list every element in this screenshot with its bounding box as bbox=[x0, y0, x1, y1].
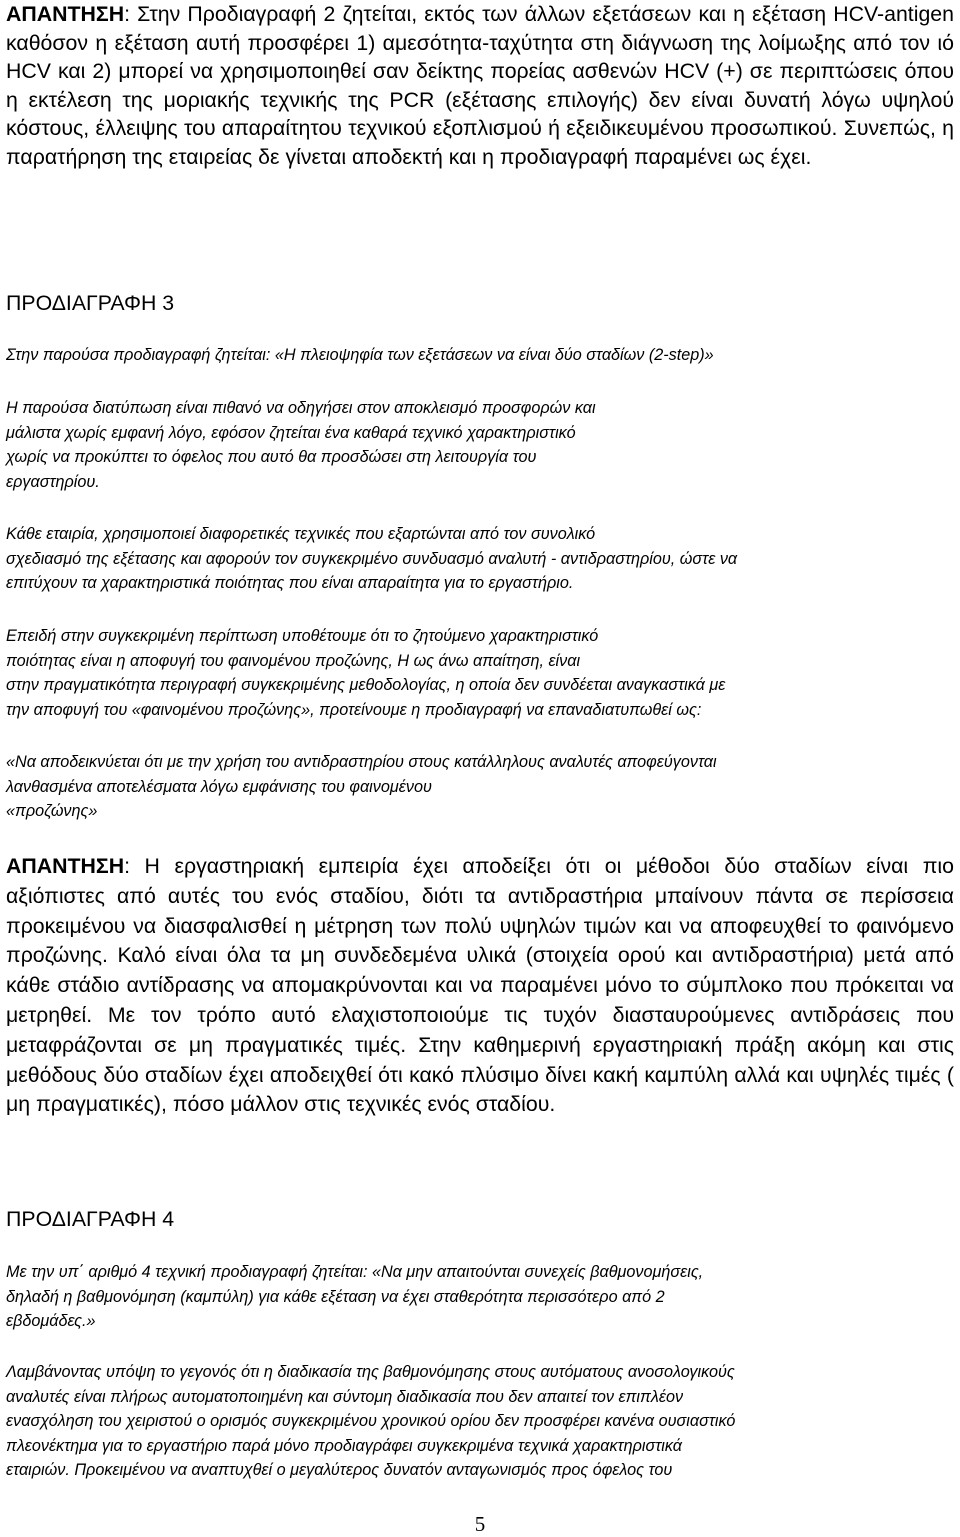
spec3-paragraph-3 bbox=[6, 624, 954, 722]
text-line: αναλυτές είναι πλήρως αυτοματοποιημένη και σύντομη διαδικασία που δεν απαιτεί τον επιπλέον bbox=[6, 1387, 684, 1406]
spec4-paragraph-2 bbox=[6, 1360, 954, 1483]
spec3-paragraph-2 bbox=[6, 522, 954, 596]
text-line: Με την υπ΄ αριθμό 4 τεχνική προδιαγραφή ζητείται: «Να μην απαιτούνται συνεχείς βαθμονομήσεις, bbox=[6, 1263, 704, 1281]
text-line: Η παρούσα διατύπωση είναι πιθανό να οδηγήσει στον αποκλεισμό προσφορών και bbox=[6, 399, 596, 417]
answer-paragraph-spec2 bbox=[6, 0, 954, 172]
text-line: εταιριών. Προκειμένου να αναπτυχθεί ο μεγαλύτερος δυνατόν ανταγωνισμός προς όφελος του bbox=[6, 1461, 673, 1480]
spec4-paragraph-1 bbox=[6, 1260, 954, 1334]
text-line: Κάθε εταιρία, χρησιμοποιεί διαφορετικές τεχνικές που εξαρτώνται από τον συνολικό bbox=[6, 525, 596, 543]
answer-text: : Στην Προδιαγραφή 2 ζητείται, εκτός των άλλων εξετάσεων και η εξέταση HCV-antigen καθόσον η εξέταση αυτή προσφέρει 1) αμεσότητα-ταχύτητα στη διάγνωση της λοίμωξης από τον ιό HCV και 2) μπορεί να χρησιμοποιηθεί σαν δείκτης πορείας ασθενών HCV (+) σε περιπτώσεις όπου η εκτέλεση της μοριακής τεχνικής της PCR (εξέτασης επιλογής) δεν είναι δυνατή λόγω υψηλού κόστους, έλλειψης του απαραίτητου τεχνικού εξοπλισμού ή εξειδικευμένου προσωπικού. bbox=[6, 2, 954, 141]
text-line: χωρίς να προκύπτει το όφελος που αυτό θα προσδώσει στη λειτουργία του bbox=[6, 448, 537, 467]
spec4-heading: ΠΡΟΔΙΑΓΡΑΦΗ 4 bbox=[6, 1207, 175, 1231]
text-line: λανθασμένα αποτελέσματα λόγω εμφάνισης του φαινομένου bbox=[6, 777, 432, 796]
spec3-paragraph-1 bbox=[6, 396, 954, 494]
answer-label: ΑΠΑΝΤΗΣΗ bbox=[6, 854, 125, 878]
spec3-quote: Στην παρούσα προδιαγραφή ζητείται: «Η πλειοψηφία των εξετάσεων να είναι δύο σταδίων (2-step)» bbox=[6, 346, 714, 364]
answer-paragraph-spec3 bbox=[6, 852, 954, 1120]
text-line: ενασχόληση του χειριστού ο ορισμός συγκεκριμένου χρονικού ορίου δεν προσφέρει κανένα ουσιαστικό bbox=[6, 1412, 736, 1431]
text-line: σχεδιασμό της εξέτασης και αφορούν τον συγκεκριμένο συνδυασμό αναλυτή - αντιδραστηρίου, ώστε να bbox=[6, 549, 738, 568]
answer-label: ΑΠΑΝΤΗΣΗ bbox=[6, 2, 125, 26]
answer-conclusion: Συνεπώς, η παρατήρηση της εταιρείας δε γίνεται αποδεκτή και η προδιαγραφή παραμένει ως έχει. bbox=[6, 116, 955, 169]
text-line: εργαστηρίου. bbox=[6, 472, 100, 491]
text-line: την αποφυγή του «φαινομένου προζώνης», προτείνουμε η προδιαγραφή να επαναδιατυπωθεί ως: bbox=[6, 700, 702, 719]
text-line: Λαμβάνοντας υπόψη το γεγονός ότι η διαδικασία της βαθμονόμησης στους αυτόματους ανοσολογικούς bbox=[6, 1363, 735, 1381]
answer-text: : Η εργαστηριακή εμπειρία έχει αποδείξει ότι οι μέθοδοι δύο σταδίων είναι πιο αξιόπιστες από αυτές του ενός σταδίου, διότι τα αντιδραστήρια μπαίνουν πάντα σε περίσσεια προκειμένου να διασφαλισθεί η μέτρηση των πολύ υψηλών τιμών και να αποφευχθεί το φαινόμενο προζώνης. Καλό είναι όλα τα μη συνδεδεμένα υλικά (στοιχεία ορού και αντιδραστήρια) μετά από κάθε στάδιο αντίδρασης να απομακρύνονται και να παραμένει μόνο το σύμπλοκο που πρόκειται να μετρηθεί. Με τον τρόπο αυτό ελαχιστοποιούμε τις τυχόν διασταυρούμενες αντιδράσεις που μεταφράζονται σε μη πραγματικές τιμές. Στην καθημερινή εργαστηριακή πράξη ακόμη και στις μεθόδους δύο σταδίων έχει αποδειχθεί ότι κακό πλύσιμο δίνει κακή καμπύλη αλλά και υψηλές τιμές ( μη πραγματικές), πόσο μάλλον στις τεχνικές ενός σταδίου. bbox=[6, 854, 954, 1117]
spec3-proposal bbox=[6, 750, 954, 824]
text-line: μάλιστα χωρίς εμφανή λόγο, εφόσον ζητείται ένα καθαρά τεχνικό χαρακτηριστικό bbox=[6, 423, 576, 442]
spec3-heading: ΠΡΟΔΙΑΓΡΑΦΗ 3 bbox=[6, 291, 175, 315]
text-line: επιτύχουν τα χαρακτηριστικά ποιότητας που είναι απαραίτητα για το εργαστήριο. bbox=[6, 574, 574, 593]
text-line: δηλαδή η βαθμονόμηση (καμπύλη) για κάθε εξέταση να έχει σταθερότητα περισσότερο από 2 bbox=[6, 1287, 665, 1306]
text-line: ποιότητας είναι η αποφυγή του φαινομένου προζώνης, Η ως άνω απαίτηση, είναι bbox=[6, 651, 581, 670]
text-line: πλεονέκτημα για το εργαστήριο παρά μόνο προδιαγράφει συγκεκριμένα τεχνικά χαρακτηριστικά bbox=[6, 1436, 683, 1455]
text-line: Επειδή στην συγκεκριμένη περίπτωση υποθέτουμε ότι το ζητούμενο χαρακτηριστικό bbox=[6, 627, 599, 645]
text-line: στην πραγματικότητα περιγραφή συγκεκριμένης μεθοδολογίας, η οποία δεν συνδέεται αναγκαστικά με bbox=[6, 676, 726, 695]
page-number: 5 bbox=[474, 1512, 486, 1536]
text-line: εβδομάδες.» bbox=[6, 1312, 96, 1331]
text-line: «προζώνης» bbox=[6, 802, 98, 821]
text-line: «Να αποδεικνύεται ότι με την χρήση του αντιδραστηρίου στους κατάλληλους αναλυτές αποφεύγονται bbox=[6, 753, 717, 771]
